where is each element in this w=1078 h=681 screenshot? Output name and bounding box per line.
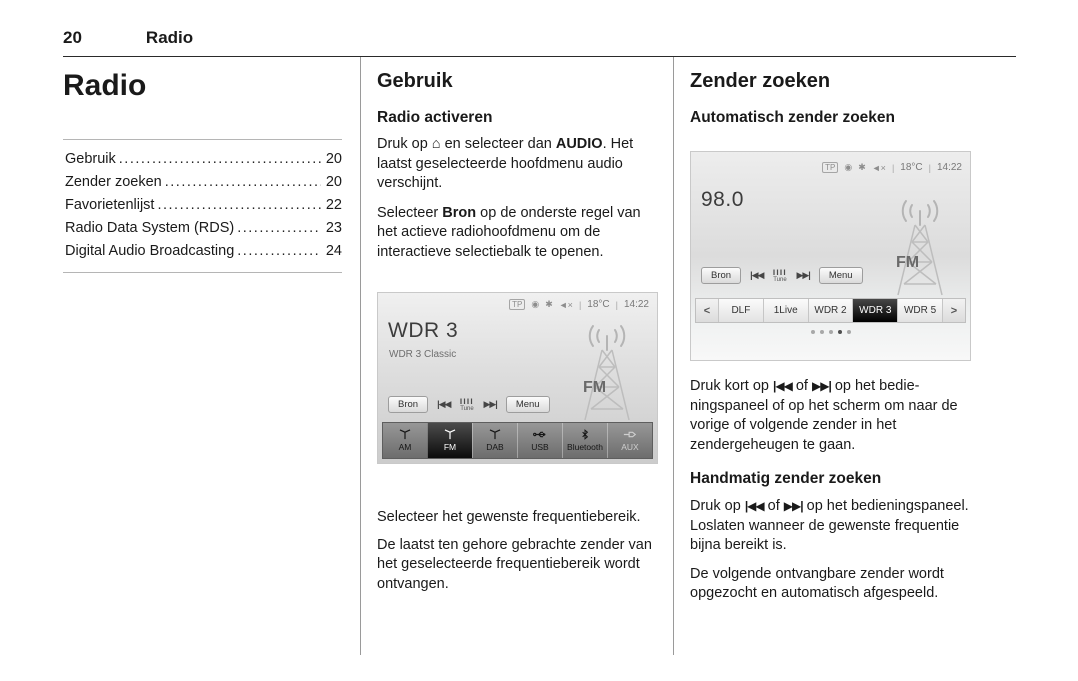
toc-entry-label: Favorietenlijst	[65, 197, 155, 213]
settings-icon: ✱	[545, 299, 553, 309]
toc-entry-page: 22	[325, 197, 342, 213]
figure-radio-station-search	[690, 151, 971, 361]
tune-label: Tune	[773, 276, 787, 283]
temperature-readout: 18°C	[900, 162, 923, 173]
fm-band-badge: FM	[896, 254, 920, 271]
chapter-heading: Radio	[63, 69, 147, 102]
tp-indicator-icon: TP	[822, 162, 838, 173]
toc-entry-page: 23	[325, 220, 342, 236]
toc-entry	[65, 240, 342, 263]
source-item-usb: USB	[517, 423, 562, 458]
screen-status-bar	[378, 299, 649, 310]
toc-entry-label: Radio Data System (RDS)	[65, 220, 235, 236]
toc-entry	[65, 148, 342, 171]
screen-status-bar	[691, 162, 962, 173]
instruction-paragraph: De laatst ten gehore gebrachte zender van het geselecteerde frequentiebereik wordt ontvangen.	[377, 536, 652, 592]
page-dot	[847, 330, 851, 334]
seek-back-icon: |◀◀	[773, 379, 792, 393]
page-dot	[811, 330, 815, 334]
button-name-bron: Bron	[442, 204, 477, 221]
status-separator: |	[578, 299, 582, 310]
seek-forward-icon: ▶▶|	[796, 269, 810, 280]
dot-leader	[157, 194, 321, 217]
subsection-heading: Automatisch zender zoeken	[690, 109, 895, 126]
page-number: 20	[63, 28, 82, 47]
page-dot	[820, 330, 824, 334]
subsection-heading: Handmatig zender zoeken	[690, 470, 882, 487]
station-preset-bar	[695, 298, 966, 323]
instruction-paragraph: Selecteer Bron op de onderste regel van het actieve radiohoofdmenu om de interactieve selectiebalk te openen.	[377, 204, 641, 260]
source-item-aux: AUX	[607, 423, 652, 458]
section-heading: Zender zoeken	[690, 70, 831, 92]
screen-button-row	[701, 266, 863, 284]
station-info-text: WDR 3 Classic	[389, 349, 457, 360]
source-item-fm: FM	[427, 423, 472, 458]
menu-button: Menu	[506, 396, 550, 413]
toc-entry-label: Digital Audio Broadcasting	[65, 243, 235, 259]
frequency-readout: 98.0	[701, 188, 744, 211]
mute-icon: ◄×	[871, 162, 886, 173]
temperature-readout: 18°C	[587, 299, 610, 310]
section-heading: Gebruik	[377, 70, 453, 92]
seek-back-icon: |◀◀	[437, 398, 451, 409]
page-dot-active	[838, 330, 842, 334]
preset-page-dots	[691, 330, 970, 334]
fm-antenna-icon	[443, 429, 457, 440]
toc-entry-page: 20	[325, 174, 342, 190]
tune-label: Tune	[460, 405, 474, 412]
fm-antenna-tower-graphic	[884, 198, 956, 298]
fm-band-badge: FM	[583, 379, 607, 396]
bluetooth-icon	[578, 429, 592, 440]
am-antenna-icon	[398, 429, 412, 440]
tune-knob-icon	[459, 397, 474, 412]
source-item-am: AM	[383, 423, 427, 458]
dot-leader	[237, 240, 321, 263]
menu-button: Menu	[819, 267, 863, 284]
instruction-paragraph: Druk kort op |◀◀ of ▶▶| op het bedieningspaneel of op het scherm om naar de vorige of volgende zender in het zendergeheugen te gaan.	[690, 378, 958, 453]
instruction-paragraph: Druk op |◀◀ of ▶▶| op het bedieningspaneel. Loslaten wanneer de gewenste frequentie bijna bereikt is.	[690, 498, 969, 553]
instruction-paragraph: Selecteer het gewenste frequentiebereik.	[377, 509, 641, 525]
bron-button: Bron	[388, 396, 428, 413]
chapter-title: Radio	[145, 28, 194, 47]
bron-button: Bron	[701, 267, 741, 284]
toc-entry-page: 24	[325, 243, 342, 259]
zender-zoeken-section	[674, 57, 1015, 655]
dot-leader	[165, 171, 321, 194]
preset-station-selected: WDR 3	[852, 299, 897, 322]
preset-station: DLF	[718, 299, 763, 322]
settings-icon: ✱	[858, 162, 866, 172]
tp-indicator-icon: TP	[509, 299, 525, 310]
clock-readout: 14:22	[623, 299, 649, 310]
screen-button-row	[388, 395, 550, 413]
figure-radio-main-menu	[377, 292, 658, 464]
dab-antenna-icon	[488, 429, 502, 440]
seek-forward-icon: ▶▶|	[483, 398, 497, 409]
toc-entry	[65, 171, 342, 194]
seek-back-icon: |◀◀	[744, 499, 764, 513]
instruction-paragraph: Druk op ⌂ en selecteer dan AUDIO. Het laatst geselecteerde hoofdmenu audio verschijnt.	[377, 136, 634, 191]
menu-name-audio: AUDIO	[555, 136, 603, 152]
toc-entry-label: Zender zoeken	[65, 174, 162, 190]
status-separator: |	[891, 162, 895, 173]
status-separator: |	[615, 299, 618, 310]
audio-source-bar	[382, 422, 653, 459]
preset-station: WDR 2	[808, 299, 853, 322]
page-columns	[63, 57, 1015, 655]
signal-icon: ◉	[844, 162, 853, 172]
source-item-dab: DAB	[472, 423, 517, 458]
seek-forward-icon: ▶▶|	[783, 499, 803, 513]
dot-leader	[237, 217, 321, 240]
page-header	[63, 0, 1016, 57]
seek-forward-icon: ▶▶|	[811, 379, 831, 393]
subsection-heading: Radio activeren	[377, 109, 493, 126]
toc-entry-page: 20	[325, 151, 342, 167]
seek-back-icon: |◀◀	[750, 269, 764, 280]
toc-entry	[65, 217, 342, 240]
aux-jack-icon	[623, 429, 637, 440]
dot-leader	[119, 148, 321, 171]
preset-station: 1Live	[763, 299, 808, 322]
chapter-toc-column	[63, 57, 361, 655]
instruction-paragraph: De volgende ontvangbare zender wordt opgezocht en automatisch afgespeeld.	[690, 565, 944, 601]
status-separator: |	[928, 162, 931, 173]
gebruik-section	[361, 57, 674, 655]
toc-entry	[65, 194, 342, 217]
source-item-bluetooth: Bluetooth	[562, 423, 607, 458]
clock-readout: 14:22	[936, 162, 962, 173]
presets-next-arrow: >	[942, 299, 965, 322]
usb-icon	[533, 429, 547, 440]
mute-icon: ◄×	[558, 299, 573, 310]
station-name: WDR 3	[388, 319, 459, 342]
signal-icon: ◉	[531, 299, 540, 309]
toc-entry-label: Gebruik	[65, 151, 116, 167]
table-of-contents	[63, 139, 342, 273]
fm-antenna-tower-graphic	[571, 323, 643, 423]
preset-station: WDR 5	[897, 299, 942, 322]
page-dot	[829, 330, 833, 334]
presets-prev-arrow: <	[696, 299, 718, 322]
tune-knob-icon	[772, 268, 787, 283]
home-icon: ⌂	[431, 136, 441, 152]
